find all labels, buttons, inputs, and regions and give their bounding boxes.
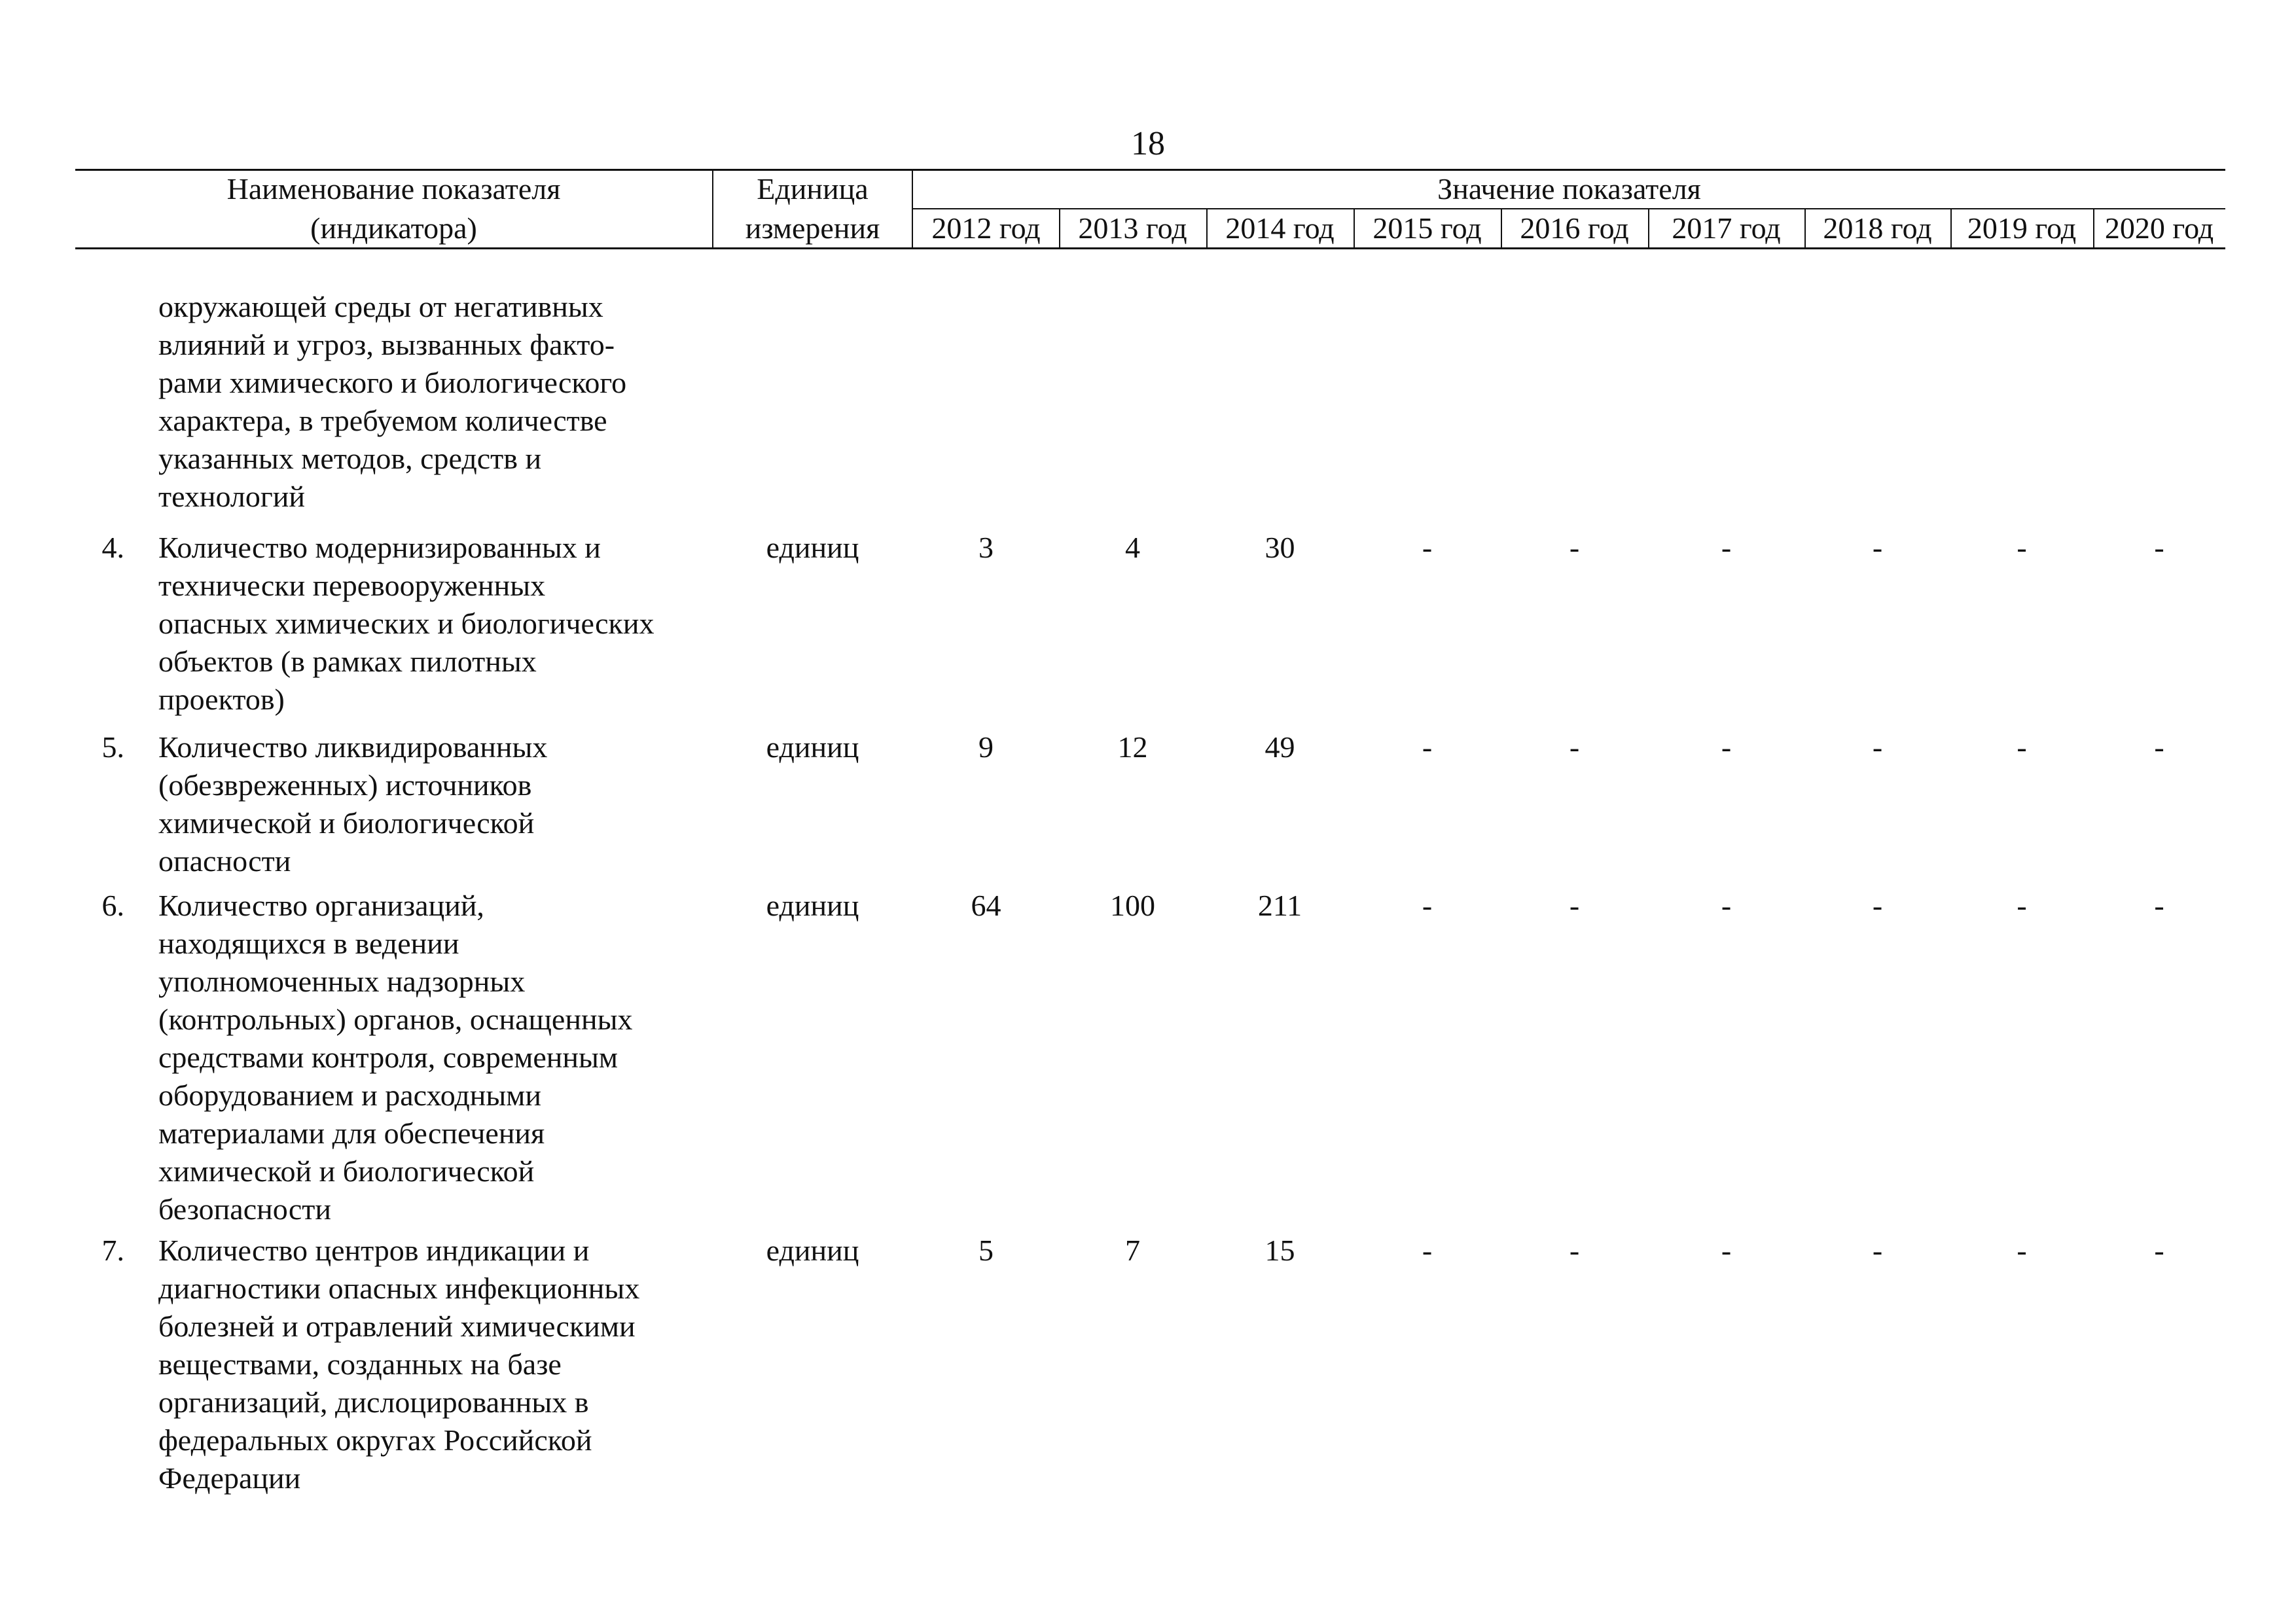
value-cell: - [2017,1234,2027,1267]
indicator-name-line: организаций, дислоцированных в [158,1385,589,1419]
continuation-line: окружающей среды от негативных [158,290,603,323]
row-number: 4. [101,531,124,564]
indicator-name-line: находящихся в ведении [158,927,459,960]
value-cell: 30 [1265,531,1295,564]
value-cell: - [1872,889,1883,922]
header-year-1: 2012 год [931,211,1041,245]
header-mid-rule [912,208,2225,209]
unit-cell: единиц [766,889,859,922]
value-cell: - [2154,1234,2164,1267]
value-cell: 64 [971,889,1001,922]
indicator-name-line: веществами, созданных на базе [158,1347,562,1381]
indicator-name-line: технически перевооруженных [158,569,546,602]
indicator-name-line: проектов) [158,683,285,716]
indicator-name-line: Количество центров индикации и [158,1234,590,1267]
header-year-3: 2014 год [1225,211,1335,245]
value-cell: - [1569,730,1580,764]
indicator-name-line: химической и биологической [158,1154,535,1188]
header-year-6: 2017 год [1672,211,1781,245]
value-cell: - [2017,531,2027,564]
indicator-name-line: Федерации [158,1461,301,1495]
indicator-name-line: (контрольных) органов, оснащенных [158,1003,633,1036]
header-value-title: Значение показателя [1437,172,1701,205]
row-number: 5. [101,730,124,764]
page-number: 18 [1131,125,1165,162]
continuation-line: характера, в требуемом количестве [158,404,607,437]
value-cell: 3 [978,531,994,564]
value-cell: - [2154,889,2164,922]
value-cell: 100 [1110,889,1155,922]
indicator-name-line: федеральных округах Российской [158,1423,592,1457]
indicator-name-line: опасных химических и биологических [158,607,655,640]
value-cell: - [2154,730,2164,764]
unit-cell: единиц [766,1234,859,1267]
value-cell: - [1721,531,1732,564]
row-number: 6. [101,889,124,922]
value-cell: 211 [1257,889,1302,922]
indicator-name-line: химической и биологической [158,806,535,840]
indicator-name-line: Количество модернизированных и [158,531,601,564]
value-cell: 9 [978,730,994,764]
value-cell: - [1569,889,1580,922]
value-cell: - [2017,889,2027,922]
header-name-line1: Наименование показателя [226,172,561,205]
header-year-2: 2013 год [1078,211,1187,245]
value-cell: 4 [1125,531,1140,564]
value-cell: - [1721,730,1732,764]
continuation-line: влияний и угроз, вызванных факто- [158,328,615,361]
value-cell: 5 [978,1234,994,1267]
indicator-name-line: объектов (в рамках пилотных [158,645,537,678]
continuation-line: указанных методов, средств и [158,442,542,475]
header-unit-line2: измерения [745,211,880,245]
indicator-name-line: оборудованием и расходными [158,1079,542,1112]
value-cell: 12 [1117,730,1148,764]
value-cell: - [1721,1234,1732,1267]
value-cell: 15 [1265,1234,1295,1267]
header-year-8: 2019 год [1967,211,2077,245]
header-year-9: 2020 год [2104,211,2214,245]
header-name-line2: (индикатора) [310,211,477,245]
header-year-5: 2016 год [1520,211,1629,245]
indicator-name-line: материалами для обеспечения [158,1116,545,1150]
indicator-name-line: (обезвреженных) источников [158,768,532,802]
continuation-line: рами химического и биологического [158,366,627,399]
value-cell: - [1872,730,1883,764]
header-bottom-rule [75,247,2225,249]
header-top-rule [75,169,2225,171]
header-unit-line1: Единица [757,172,869,205]
value-cell: - [1422,1234,1433,1267]
header-year-7: 2018 год [1823,211,1932,245]
continuation-line: технологий [158,480,305,513]
value-cell: 7 [1125,1234,1140,1267]
indicator-name-line: Количество ликвидированных [158,730,548,764]
value-cell: - [1569,1234,1580,1267]
indicator-name-line: Количество организаций, [158,889,484,922]
indicator-name-line: безопасности [158,1192,332,1226]
value-cell: - [1721,889,1732,922]
value-cell: - [1872,531,1883,564]
unit-cell: единиц [766,531,859,564]
value-cell: - [2017,730,2027,764]
value-cell: - [1569,531,1580,564]
value-cell: - [1872,1234,1883,1267]
value-cell: - [1422,889,1433,922]
value-cell: - [1422,531,1433,564]
indicator-name-line: диагностики опасных инфекционных [158,1272,640,1305]
indicator-name-line: средствами контроля, современным [158,1041,619,1074]
indicator-name-line: уполномоченных надзорных [158,965,526,998]
indicator-name-line: опасности [158,844,291,878]
unit-cell: единиц [766,730,859,764]
value-cell: - [2154,531,2164,564]
indicator-name-line: болезней и отравлений химическими [158,1310,636,1343]
value-cell: - [1422,730,1433,764]
header-year-4: 2015 год [1372,211,1482,245]
row-number: 7. [101,1234,124,1267]
value-cell: 49 [1265,730,1295,764]
